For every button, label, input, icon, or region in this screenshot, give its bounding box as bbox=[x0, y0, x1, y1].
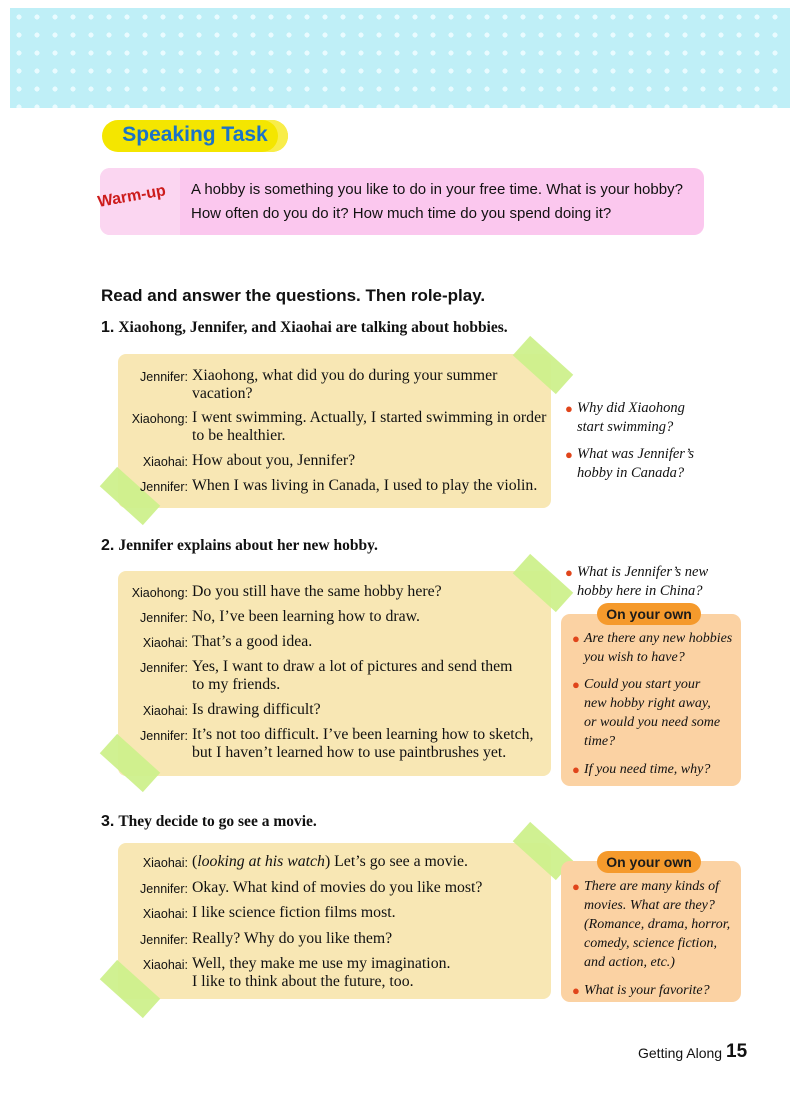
speaker-label: Xiaohong: bbox=[131, 586, 188, 600]
utterance: How about you, Jennifer? bbox=[192, 452, 356, 469]
section-title: Xiaohong, Jennifer, and Xiaohai are talking about hobbies. bbox=[118, 319, 508, 336]
side-question: ● What is Jennifer’s new hobby here in China? bbox=[565, 564, 709, 599]
bullet-icon: ● bbox=[572, 879, 580, 894]
bullet-icon: ● bbox=[572, 631, 580, 646]
utterance: Really? Why do you like them? bbox=[192, 930, 393, 947]
side-question: ● What was Jennifer’s hobby in Canada? bbox=[565, 446, 695, 481]
utterance: Do you still have the same hobby here? bbox=[192, 583, 442, 600]
footer-unit-title: Getting Along bbox=[638, 1045, 723, 1061]
utterance: Okay. What kind of movies do you like most? bbox=[192, 879, 483, 896]
utterance: Yes, I want to draw a lot of pictures and send them to my friends. bbox=[192, 658, 513, 693]
speaker-label: Jennifer: bbox=[140, 370, 188, 384]
page-number: 15 bbox=[726, 1041, 748, 1062]
bullet-icon: ● bbox=[565, 401, 573, 416]
utterance: That’s a good idea. bbox=[192, 633, 313, 650]
utterance: Is drawing difficult? bbox=[192, 701, 321, 718]
warmup-line: A hobby is something you like to do in your free time. What is your hobby? bbox=[191, 181, 683, 198]
speaker-label: Jennifer: bbox=[140, 882, 188, 896]
section-heading bbox=[101, 813, 317, 831]
utterance: Xiaohong, what did you do during your summer vacation? bbox=[192, 367, 498, 402]
section-title: They decide to go see a movie. bbox=[118, 813, 317, 830]
on-your-own-question: ● Are there any new hobbies you wish to have? bbox=[572, 631, 733, 665]
utterance: I like science fiction films most. bbox=[192, 904, 396, 921]
utterance: It’s not too difficult. I’ve been learning how to sketch, but I haven’t learned how to use paintbrushes yet. bbox=[192, 726, 534, 761]
section-number: 3. bbox=[101, 813, 115, 830]
section-heading bbox=[101, 537, 378, 555]
utterance: No, I’ve been learning how to draw. bbox=[192, 608, 420, 625]
speaker-label: Jennifer: bbox=[140, 480, 188, 494]
side-question: ● Why did Xiaohong start swimming? bbox=[565, 400, 685, 435]
section-number: 2. bbox=[101, 537, 115, 554]
on-your-own-question: ● If you need time, why? bbox=[572, 762, 711, 777]
bullet-icon: ● bbox=[565, 565, 573, 580]
bullet-icon: ● bbox=[565, 447, 573, 462]
speaker-label: Xiaohai: bbox=[142, 856, 188, 870]
section-title: Jennifer explains about her new hobby. bbox=[118, 537, 378, 554]
header-banner bbox=[10, 8, 790, 108]
bullet-icon: ● bbox=[572, 762, 580, 777]
utterance: When I was living in Canada, I used to play the violin. bbox=[192, 477, 538, 494]
section-number: 1. bbox=[101, 319, 115, 336]
utterance: I went swimming. Actually, I started swimming in order to be healthier. bbox=[192, 409, 547, 444]
utterance: Well, they make me use my imagination. I like to think about the future, too. bbox=[192, 955, 451, 990]
speaker-label: Xiaohai: bbox=[142, 636, 188, 650]
on-your-own-label: On your own bbox=[597, 603, 701, 625]
warmup-box bbox=[100, 168, 704, 235]
on-your-own-question: ● What is your favorite? bbox=[572, 983, 710, 998]
stage-direction: looking at his watch bbox=[197, 853, 325, 870]
on-your-own-label: On your own bbox=[597, 851, 701, 873]
speaker-label: Xiaohai: bbox=[142, 455, 188, 469]
speaker-label: Jennifer: bbox=[140, 661, 188, 675]
warmup-line: How often do you do it? How much time do you spend doing it? bbox=[191, 205, 612, 222]
speaker-label: Jennifer: bbox=[140, 933, 188, 947]
speaking-task-title bbox=[102, 120, 288, 152]
bullet-icon: ● bbox=[572, 677, 580, 692]
instruction: Read and answer the questions. Then role-play. bbox=[101, 286, 486, 305]
speaker-label: Xiaohong: bbox=[131, 412, 188, 426]
speaker-label: Jennifer: bbox=[140, 729, 188, 743]
on-your-own-question: ● There are many kinds of movies. What are they? (Romance, drama, horror, comedy, science fiction, and action, etc.) bbox=[572, 879, 731, 970]
on-your-own-question: ● Could you start your new hobby right away, or would you need some time? bbox=[572, 677, 721, 749]
speaker-label: Xiaohai: bbox=[142, 958, 188, 972]
utterance: (looking at his watch) Let’s go see a movie. bbox=[192, 853, 468, 870]
section-heading bbox=[101, 319, 508, 337]
speaker-label: Xiaohai: bbox=[142, 907, 188, 921]
bullet-icon: ● bbox=[572, 983, 580, 998]
speaking-task-label: Speaking Task bbox=[122, 123, 268, 146]
speaker-label: Jennifer: bbox=[140, 611, 188, 625]
warmup-label: Warm-up bbox=[96, 182, 168, 211]
speaker-label: Xiaohai: bbox=[142, 704, 188, 718]
